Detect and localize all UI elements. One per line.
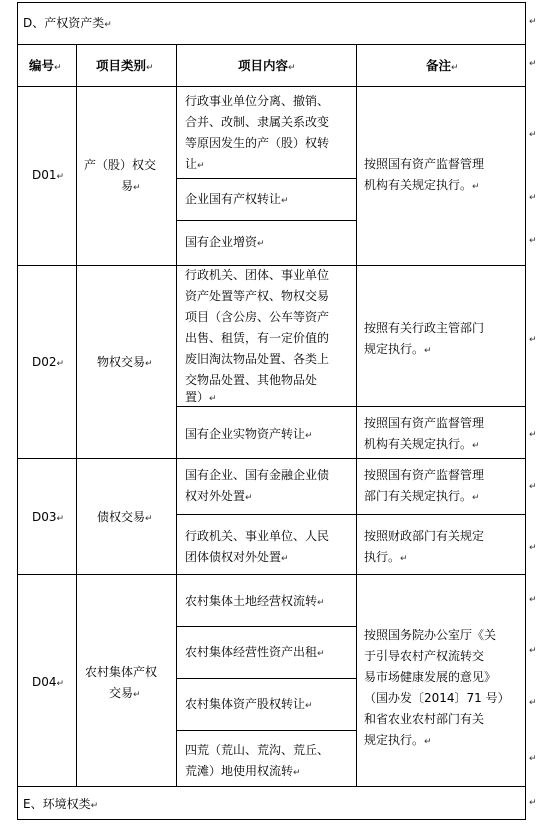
- note-text: 按照财政部门有关规定: [364, 529, 485, 543]
- paragraph-mark: ↵: [529, 193, 537, 203]
- item-text: 合并、改制、隶属关系改变: [185, 115, 330, 129]
- item-text: 资产处置等产权、物权交易: [185, 289, 330, 303]
- header-code: 编号↵: [29, 58, 62, 73]
- paragraph-mark: ↵: [529, 430, 537, 440]
- item-text: 废旧淘汰物品处置、各类上: [185, 352, 330, 366]
- border-left: [17, 2, 18, 819]
- note-text: 机构有关规定执行。↵: [364, 178, 480, 192]
- paragraph-mark: ↵: [529, 698, 537, 708]
- note-text: 按照国有资产监督管理: [364, 468, 485, 482]
- item-text: 行政机关、团体、事业单位: [185, 268, 330, 282]
- item-text: 国有企业、国有金融企业债: [185, 468, 330, 482]
- row-category: 产（股）权交: [84, 158, 157, 172]
- row-code: D04↵: [32, 675, 65, 689]
- note-text: 和省农业农村部门有关: [364, 712, 485, 726]
- section-e-title: E、环境权类↵: [23, 797, 99, 811]
- item-text: 国有企业实物资产转让↵: [185, 427, 313, 441]
- paragraph-mark: ↵: [529, 798, 537, 808]
- row-category: 易↵: [121, 179, 141, 193]
- paragraph-mark: ↵: [529, 130, 537, 140]
- item-text: 行政事业单位分离、撤销、: [185, 94, 330, 108]
- item-text: 权对外处置↵: [185, 489, 253, 503]
- paragraph-mark: ↵: [529, 543, 537, 553]
- row-category: 交易↵: [109, 686, 141, 700]
- subrule-d01-a: [176, 178, 356, 179]
- note-text: 按照国有资产监督管理: [364, 157, 485, 171]
- note-text: 按照国务院办公室厅《关: [364, 628, 497, 642]
- col-rule-2: [176, 44, 177, 786]
- rule-after-d04: [17, 786, 525, 787]
- item-text: 项目（含公房、公车等资产: [185, 310, 330, 324]
- row-category: 物权交易↵: [97, 355, 153, 369]
- item-text: 等原因发生的产（股）权转: [185, 136, 330, 150]
- note-text: 规定执行。↵: [364, 342, 432, 356]
- subrule-d03: [176, 514, 525, 515]
- border-right: [525, 2, 526, 819]
- header-notes: 备注↵: [426, 58, 459, 73]
- subrule-d02: [176, 406, 525, 407]
- item-text: 荒滩）地使用权流转↵: [185, 764, 301, 778]
- header-content: 项目内容↵: [238, 58, 296, 73]
- item-text: 置）↵: [185, 390, 217, 404]
- border-top: [17, 2, 525, 3]
- row-code: D03↵: [32, 510, 65, 524]
- paragraph-mark: ↵: [529, 59, 537, 69]
- paragraph-mark: ↵: [529, 754, 537, 764]
- paragraph-mark: ↵: [529, 646, 537, 656]
- item-text: 团体债权对外处置↵: [185, 550, 289, 564]
- note-text: 按照国有资产监督管理: [364, 416, 485, 430]
- paragraph-mark: ↵: [529, 595, 537, 605]
- header-category: 项目类别↵: [96, 58, 154, 73]
- subrule-d04-b: [176, 678, 356, 679]
- row-category: 债权交易↵: [97, 510, 153, 524]
- row-category: 农村集体产权: [85, 665, 158, 679]
- item-text: 让↵: [185, 157, 205, 171]
- rule-after-d02: [17, 458, 525, 459]
- paragraph-mark: ↵: [529, 335, 537, 345]
- note-text: 部门有关规定执行。↵: [364, 489, 480, 503]
- rule-after-section-d: [17, 44, 525, 45]
- item-text: 交物品处置、其他物品处: [185, 373, 318, 387]
- item-text: 企业国有产权转让↵: [185, 192, 289, 206]
- col-rule-1: [76, 44, 77, 786]
- rule-after-d03: [17, 574, 525, 575]
- note-text: 于引导农村产权流转交: [364, 649, 485, 663]
- row-code: D02↵: [32, 355, 65, 369]
- border-bottom: [17, 819, 526, 820]
- note-text: 机构有关规定执行。↵: [364, 437, 480, 451]
- note-text: 易市场健康发展的意见》: [364, 670, 497, 684]
- item-text: 国有企业增资↵: [185, 235, 265, 249]
- item-text: 行政机关、事业单位、人民: [185, 529, 330, 543]
- subrule-d01-b: [176, 220, 356, 221]
- paragraph-mark: ↵: [529, 482, 537, 492]
- row-code: D01↵: [32, 168, 65, 182]
- subrule-d04-c: [176, 730, 356, 731]
- note-text: 执行。↵: [364, 550, 408, 564]
- note-text: 规定执行。↵: [364, 733, 432, 747]
- col-rule-3: [356, 44, 357, 786]
- rule-after-header: [17, 86, 525, 87]
- item-text: 农村集体资产股权转让↵: [185, 697, 313, 711]
- note-text: （国办发〔2014〕71 号）: [364, 691, 510, 705]
- item-text: 出售、租赁，有一定价值的: [185, 331, 330, 345]
- item-text: 农村集体土地经营权流转↵: [185, 594, 325, 608]
- paragraph-mark: ↵: [529, 236, 537, 246]
- paragraph-mark: ↵: [529, 17, 537, 27]
- subrule-d04-a: [176, 626, 356, 627]
- item-text: 四荒（荒山、荒沟、荒丘、: [185, 743, 330, 757]
- note-text: 按照有关行政主管部门: [364, 321, 485, 335]
- section-d-title: D、产权资产类↵: [23, 16, 112, 30]
- item-text: 农村集体经营性资产出租↵: [185, 645, 325, 659]
